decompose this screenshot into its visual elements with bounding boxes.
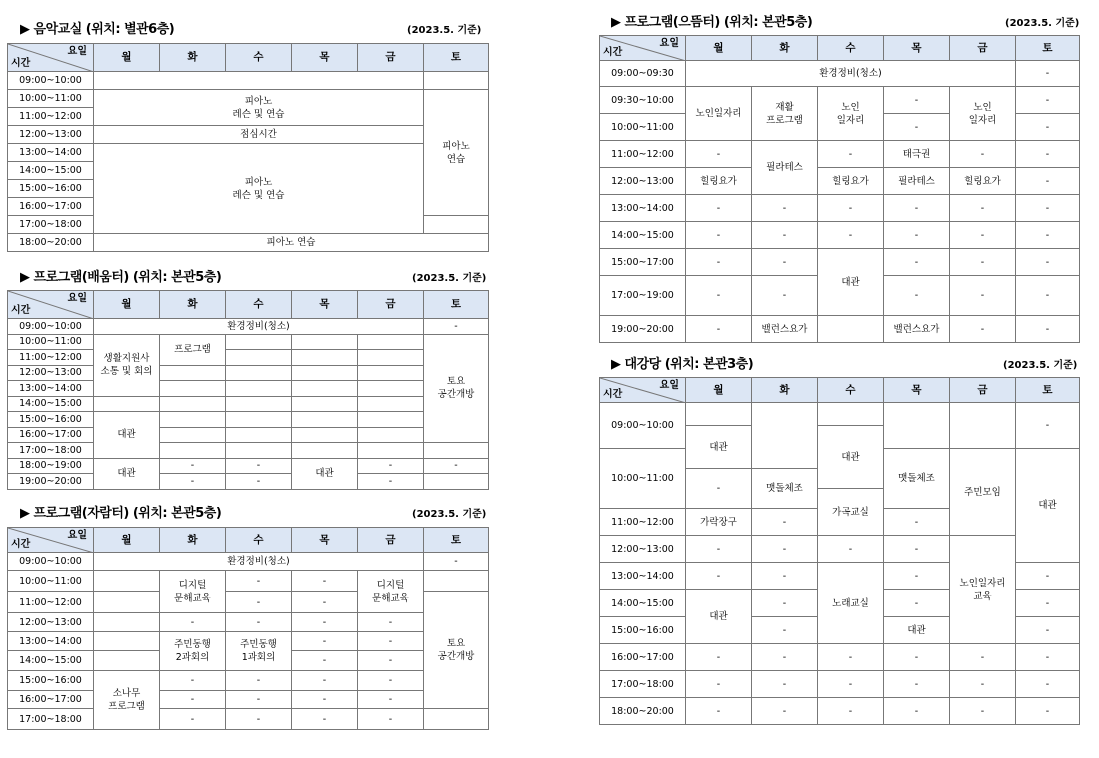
dash-cell: - bbox=[1016, 403, 1080, 449]
day-header: 화 bbox=[752, 36, 818, 61]
time-cell: 16:00~17:00 bbox=[8, 427, 94, 443]
empty-cell bbox=[94, 592, 160, 613]
dash-cell: - bbox=[686, 644, 752, 671]
dash-cell: - bbox=[160, 709, 226, 730]
dash-cell: - bbox=[752, 590, 818, 617]
empty-cell bbox=[226, 381, 292, 397]
time-cell: 09:00~10:00 bbox=[600, 403, 686, 449]
music-note: (2023.5. 기준) bbox=[407, 25, 482, 36]
auditorium-note: (2023.5. 기준) bbox=[1003, 360, 1078, 371]
dash-cell: - bbox=[950, 195, 1016, 222]
schedule-cell: 태극권 bbox=[884, 141, 950, 168]
dash-cell: - bbox=[1016, 671, 1080, 698]
day-header: 수 bbox=[226, 528, 292, 553]
time-cell: 15:00~17:00 bbox=[600, 249, 686, 276]
time-cell: 15:00~16:00 bbox=[8, 180, 94, 198]
dash-cell: - bbox=[950, 141, 1016, 168]
time-cell: 14:00~15:00 bbox=[600, 222, 686, 249]
empty-cell bbox=[424, 709, 489, 730]
time-cell: 15:00~16:00 bbox=[600, 617, 686, 644]
schedule-cell: 프로그램 bbox=[160, 334, 226, 365]
day-header: 월 bbox=[686, 36, 752, 61]
empty-cell bbox=[424, 571, 489, 592]
dash-cell: - bbox=[752, 195, 818, 222]
empty-cell bbox=[292, 350, 358, 366]
jaramter-title: ▶ 프로그램(자람터) (위치: 본관5층) bbox=[20, 506, 222, 521]
schedule-cell: 대관 bbox=[94, 412, 160, 459]
dash-cell: - bbox=[950, 249, 1016, 276]
empty-cell bbox=[94, 72, 424, 90]
day-header: 토 bbox=[424, 528, 489, 553]
empty-cell bbox=[358, 350, 424, 366]
empty-cell bbox=[160, 365, 226, 381]
dash-cell: - bbox=[292, 592, 358, 613]
dash-cell: - bbox=[424, 458, 489, 474]
schedule-cell: 대관 bbox=[686, 590, 752, 644]
day-header: 목 bbox=[292, 44, 358, 72]
schedule-cell: 디지털 문해교육 bbox=[358, 571, 424, 613]
empty-cell bbox=[292, 365, 358, 381]
empty-cell bbox=[292, 443, 358, 459]
schedule-cell: 디지털 문해교육 bbox=[160, 571, 226, 613]
schedule-cell: 환경정비(청소) bbox=[94, 553, 424, 571]
schedule-cell: 대관 bbox=[94, 458, 160, 489]
dash-cell: - bbox=[884, 276, 950, 316]
dash-cell: - bbox=[160, 458, 226, 474]
dash-cell: - bbox=[752, 698, 818, 725]
time-cell: 11:00~12:00 bbox=[600, 509, 686, 536]
corner-cell: 요일 시간 bbox=[8, 44, 94, 72]
empty-cell bbox=[292, 381, 358, 397]
schedule-cell: 대관 bbox=[1016, 449, 1080, 563]
dash-cell: - bbox=[686, 222, 752, 249]
dash-cell: - bbox=[818, 644, 884, 671]
day-header: 토 bbox=[424, 291, 489, 319]
empty-cell bbox=[884, 403, 950, 449]
dash-cell: - bbox=[358, 632, 424, 651]
dash-cell: - bbox=[226, 671, 292, 691]
time-cell: 11:00~12:00 bbox=[8, 108, 94, 126]
dash-cell: - bbox=[686, 536, 752, 563]
schedule-cell: 주민모임 bbox=[950, 449, 1016, 536]
day-header: 금 bbox=[950, 378, 1016, 403]
empty-cell bbox=[424, 72, 489, 90]
dash-cell: - bbox=[160, 671, 226, 691]
schedule-cell: 노인 일자리 bbox=[950, 87, 1016, 141]
time-cell: 19:00~20:00 bbox=[8, 474, 94, 490]
empty-cell bbox=[292, 412, 358, 428]
schedule-cell: 필라테스 bbox=[884, 168, 950, 195]
time-cell: 17:00~18:00 bbox=[600, 671, 686, 698]
empty-cell bbox=[160, 427, 226, 443]
time-cell: 16:00~17:00 bbox=[8, 691, 94, 709]
jaramter-note: (2023.5. 기준) bbox=[412, 509, 487, 520]
time-cell: 12:00~13:00 bbox=[8, 613, 94, 632]
time-cell: 09:00~10:00 bbox=[8, 72, 94, 90]
schedule-cell: 피아노 연습 bbox=[94, 234, 489, 252]
time-cell: 18:00~20:00 bbox=[600, 698, 686, 725]
dash-cell: - bbox=[292, 671, 358, 691]
dash-cell: - bbox=[884, 536, 950, 563]
dash-cell: - bbox=[160, 474, 226, 490]
dash-cell: - bbox=[752, 536, 818, 563]
dash-cell: - bbox=[752, 276, 818, 316]
schedule-cell: 점심시간 bbox=[94, 126, 424, 144]
schedule-cell: 힐링요가 bbox=[950, 168, 1016, 195]
dash-cell: - bbox=[752, 563, 818, 590]
time-cell: 13:00~14:00 bbox=[8, 381, 94, 397]
day-header: 월 bbox=[686, 378, 752, 403]
dash-cell: - bbox=[884, 698, 950, 725]
dash-cell: - bbox=[1016, 61, 1080, 87]
corner-cell: 요일 시간 bbox=[600, 36, 686, 61]
schedule-cell: 대관 bbox=[884, 617, 950, 644]
music-title: ▶ 음악교실 (위치: 별관6층) bbox=[20, 22, 175, 37]
dash-cell: - bbox=[292, 709, 358, 730]
time-cell: 12:00~13:00 bbox=[600, 536, 686, 563]
dash-cell: - bbox=[292, 691, 358, 709]
dash-cell: - bbox=[950, 222, 1016, 249]
empty-cell bbox=[818, 403, 884, 426]
dash-cell: - bbox=[686, 671, 752, 698]
dash-cell: - bbox=[884, 509, 950, 536]
empty-cell bbox=[358, 443, 424, 459]
schedule-cell: 대관 bbox=[686, 426, 752, 469]
empty-cell bbox=[94, 613, 160, 632]
schedule-cell: 노인 일자리 bbox=[818, 87, 884, 141]
schedule-cell: 노래교실 bbox=[818, 563, 884, 644]
dash-cell: - bbox=[686, 469, 752, 509]
schedule-cell: 노인일자리 bbox=[686, 87, 752, 141]
day-header: 수 bbox=[226, 291, 292, 319]
empty-cell bbox=[160, 443, 226, 459]
schedule-cell: 대관 bbox=[818, 426, 884, 489]
time-cell: 15:00~16:00 bbox=[8, 412, 94, 428]
dash-cell: - bbox=[1016, 698, 1080, 725]
dash-cell: - bbox=[358, 651, 424, 671]
dash-cell: - bbox=[884, 195, 950, 222]
time-cell: 12:00~13:00 bbox=[8, 365, 94, 381]
day-header: 금 bbox=[358, 291, 424, 319]
dash-cell: - bbox=[226, 691, 292, 709]
empty-cell bbox=[950, 403, 1016, 449]
dash-cell: - bbox=[884, 590, 950, 617]
dash-cell: - bbox=[160, 613, 226, 632]
schedule-cell: 가락장구 bbox=[686, 509, 752, 536]
jaramter-table bbox=[7, 527, 489, 730]
time-cell: 16:00~17:00 bbox=[8, 198, 94, 216]
empty-cell bbox=[424, 474, 489, 490]
dash-cell: - bbox=[818, 222, 884, 249]
schedule-cell: 생활지원사 소통 및 회의 bbox=[94, 334, 160, 396]
schedule-cell: 환경정비(청소) bbox=[686, 61, 1016, 87]
schedule-cell: 가곡교실 bbox=[818, 489, 884, 536]
day-header: 목 bbox=[292, 291, 358, 319]
empty-cell bbox=[226, 334, 292, 350]
empty-cell bbox=[292, 334, 358, 350]
baeumter-table bbox=[7, 290, 489, 490]
dash-cell: - bbox=[1016, 222, 1080, 249]
schedule-cell: 힐링요가 bbox=[686, 168, 752, 195]
dash-cell: - bbox=[950, 698, 1016, 725]
eutteumter-note: (2023.5. 기준) bbox=[1005, 18, 1080, 29]
empty-cell bbox=[226, 350, 292, 366]
time-cell: 18:00~20:00 bbox=[8, 234, 94, 252]
empty-cell bbox=[160, 381, 226, 397]
dash-cell: - bbox=[884, 87, 950, 114]
schedule-cell: 피아노 레슨 및 연습 bbox=[94, 90, 424, 126]
dash-cell: - bbox=[1016, 563, 1080, 590]
dash-cell: - bbox=[950, 671, 1016, 698]
time-cell: 11:00~12:00 bbox=[600, 141, 686, 168]
dash-cell: - bbox=[226, 571, 292, 592]
dash-cell: - bbox=[1016, 276, 1080, 316]
corner-cell: 요일 시간 bbox=[8, 528, 94, 553]
time-cell: 12:00~13:00 bbox=[8, 126, 94, 144]
dash-cell: - bbox=[686, 698, 752, 725]
empty-cell bbox=[424, 443, 489, 459]
time-cell: 18:00~19:00 bbox=[8, 458, 94, 474]
day-header: 토 bbox=[1016, 378, 1080, 403]
empty-cell bbox=[226, 412, 292, 428]
dash-cell: - bbox=[884, 671, 950, 698]
time-cell: 14:00~15:00 bbox=[600, 590, 686, 617]
day-header: 화 bbox=[160, 44, 226, 72]
time-cell: 13:00~14:00 bbox=[600, 563, 686, 590]
time-cell: 11:00~12:00 bbox=[8, 350, 94, 366]
dash-cell: - bbox=[1016, 617, 1080, 644]
dash-cell: - bbox=[358, 709, 424, 730]
day-header: 목 bbox=[884, 378, 950, 403]
dash-cell: - bbox=[226, 613, 292, 632]
dash-cell: - bbox=[884, 114, 950, 141]
day-header: 월 bbox=[94, 528, 160, 553]
baeumter-title: ▶ 프로그램(배움터) (위치: 본관5층) bbox=[20, 270, 222, 285]
schedule-cell: 소나무 프로그램 bbox=[94, 671, 160, 730]
day-header: 금 bbox=[950, 36, 1016, 61]
dash-cell: - bbox=[686, 316, 752, 343]
schedule-cell: 필라테스 bbox=[752, 141, 818, 195]
dash-cell: - bbox=[752, 222, 818, 249]
time-cell: 09:00~10:00 bbox=[8, 319, 94, 335]
empty-cell bbox=[226, 443, 292, 459]
dash-cell: - bbox=[1016, 590, 1080, 617]
time-cell: 13:00~14:00 bbox=[8, 144, 94, 162]
time-cell: 17:00~18:00 bbox=[8, 216, 94, 234]
music-table bbox=[7, 43, 489, 252]
dash-cell: - bbox=[358, 671, 424, 691]
time-cell: 15:00~16:00 bbox=[8, 671, 94, 691]
schedule-cell: 밸런스요가 bbox=[752, 316, 818, 343]
day-header: 토 bbox=[424, 44, 489, 72]
time-cell: 10:00~11:00 bbox=[8, 571, 94, 592]
dash-cell: - bbox=[752, 671, 818, 698]
empty-cell bbox=[358, 381, 424, 397]
day-header: 수 bbox=[226, 44, 292, 72]
empty-cell bbox=[358, 396, 424, 412]
schedule-cell: 밸런스요가 bbox=[884, 316, 950, 343]
empty-cell bbox=[358, 334, 424, 350]
empty-cell bbox=[160, 412, 226, 428]
dash-cell: - bbox=[226, 709, 292, 730]
dash-cell: - bbox=[686, 563, 752, 590]
schedule-cell: 힐링요가 bbox=[818, 168, 884, 195]
day-header: 목 bbox=[884, 36, 950, 61]
dash-cell: - bbox=[1016, 141, 1080, 168]
dash-cell: - bbox=[226, 592, 292, 613]
dash-cell: - bbox=[1016, 168, 1080, 195]
dash-cell: - bbox=[226, 458, 292, 474]
time-cell: 14:00~15:00 bbox=[8, 162, 94, 180]
dash-cell: - bbox=[752, 249, 818, 276]
auditorium-table bbox=[599, 377, 1080, 725]
time-cell: 17:00~18:00 bbox=[8, 443, 94, 459]
schedule-cell: 재활 프로그램 bbox=[752, 87, 818, 141]
schedule-cell: 주민동행 1과회의 bbox=[226, 632, 292, 671]
dash-cell: - bbox=[1016, 249, 1080, 276]
dash-cell: - bbox=[884, 563, 950, 590]
dash-cell: - bbox=[950, 644, 1016, 671]
dash-cell: - bbox=[752, 644, 818, 671]
day-header: 금 bbox=[358, 44, 424, 72]
dash-cell: - bbox=[818, 536, 884, 563]
empty-cell bbox=[358, 412, 424, 428]
day-header: 화 bbox=[752, 378, 818, 403]
empty-cell bbox=[752, 403, 818, 469]
dash-cell: - bbox=[424, 553, 489, 571]
dash-cell: - bbox=[884, 222, 950, 249]
dash-cell: - bbox=[884, 644, 950, 671]
dash-cell: - bbox=[292, 632, 358, 651]
day-header: 수 bbox=[818, 36, 884, 61]
empty-cell bbox=[94, 632, 160, 651]
dash-cell: - bbox=[818, 141, 884, 168]
empty-cell bbox=[424, 216, 489, 234]
time-cell: 16:00~17:00 bbox=[600, 644, 686, 671]
corner-cell: 요일 시간 bbox=[8, 291, 94, 319]
day-header: 토 bbox=[1016, 36, 1080, 61]
empty-cell bbox=[292, 396, 358, 412]
baeumter-note: (2023.5. 기준) bbox=[412, 273, 487, 284]
schedule-cell: 피아노 연습 bbox=[424, 90, 489, 216]
eutteumter-title: ▶ 프로그램(으뜸터) (위치: 본관5층) bbox=[611, 15, 813, 30]
schedule-cell: 토요 공간개방 bbox=[424, 334, 489, 443]
dash-cell: - bbox=[358, 691, 424, 709]
time-cell: 13:00~14:00 bbox=[8, 632, 94, 651]
dash-cell: - bbox=[818, 698, 884, 725]
dash-cell: - bbox=[818, 195, 884, 222]
time-cell: 17:00~18:00 bbox=[8, 709, 94, 730]
empty-cell bbox=[226, 427, 292, 443]
dash-cell: - bbox=[358, 458, 424, 474]
time-cell: 09:30~10:00 bbox=[600, 87, 686, 114]
day-header: 수 bbox=[818, 378, 884, 403]
dash-cell: - bbox=[1016, 195, 1080, 222]
empty-cell bbox=[94, 396, 160, 412]
dash-cell: - bbox=[950, 316, 1016, 343]
empty-cell bbox=[226, 365, 292, 381]
time-cell: 14:00~15:00 bbox=[8, 396, 94, 412]
dash-cell: - bbox=[1016, 316, 1080, 343]
dash-cell: - bbox=[818, 671, 884, 698]
dash-cell: - bbox=[884, 249, 950, 276]
dash-cell: - bbox=[752, 509, 818, 536]
schedule-cell: 환경정비(청소) bbox=[94, 319, 424, 335]
empty-cell bbox=[358, 427, 424, 443]
empty-cell bbox=[818, 316, 884, 343]
day-header: 월 bbox=[94, 44, 160, 72]
dash-cell: - bbox=[686, 249, 752, 276]
time-cell: 11:00~12:00 bbox=[8, 592, 94, 613]
dash-cell: - bbox=[292, 651, 358, 671]
day-header: 화 bbox=[160, 291, 226, 319]
day-header: 월 bbox=[94, 291, 160, 319]
time-cell: 10:00~11:00 bbox=[600, 449, 686, 509]
time-cell: 09:00~10:00 bbox=[8, 553, 94, 571]
schedule-cell: 맷돌체조 bbox=[752, 469, 818, 509]
dash-cell: - bbox=[292, 571, 358, 592]
time-cell: 13:00~14:00 bbox=[600, 195, 686, 222]
dash-cell: - bbox=[752, 617, 818, 644]
time-cell: 09:00~09:30 bbox=[600, 61, 686, 87]
time-cell: 12:00~13:00 bbox=[600, 168, 686, 195]
corner-cell: 요일 시간 bbox=[600, 378, 686, 403]
dash-cell: - bbox=[686, 141, 752, 168]
empty-cell bbox=[226, 396, 292, 412]
empty-cell bbox=[94, 651, 160, 671]
empty-cell bbox=[292, 427, 358, 443]
day-header: 금 bbox=[358, 528, 424, 553]
dash-cell: - bbox=[686, 276, 752, 316]
empty-cell bbox=[358, 365, 424, 381]
empty-cell bbox=[686, 403, 752, 426]
time-cell: 19:00~20:00 bbox=[600, 316, 686, 343]
dash-cell: - bbox=[160, 691, 226, 709]
schedule-cell: 대관 bbox=[292, 458, 358, 489]
auditorium-title: ▶ 대강당 (위치: 본관3층) bbox=[611, 357, 754, 372]
empty-cell bbox=[160, 396, 226, 412]
schedule-cell: 맷돌체조 bbox=[884, 449, 950, 509]
day-header: 목 bbox=[292, 528, 358, 553]
empty-cell bbox=[94, 571, 160, 592]
time-cell: 10:00~11:00 bbox=[8, 90, 94, 108]
time-cell: 17:00~19:00 bbox=[600, 276, 686, 316]
dash-cell: - bbox=[358, 474, 424, 490]
time-cell: 14:00~15:00 bbox=[8, 651, 94, 671]
eutteumter-table bbox=[599, 35, 1080, 343]
time-cell: 10:00~11:00 bbox=[600, 114, 686, 141]
schedule-cell: 노인일자리 교육 bbox=[950, 536, 1016, 644]
dash-cell: - bbox=[1016, 87, 1080, 114]
schedule-cell: 주민동행 2과회의 bbox=[160, 632, 226, 671]
time-cell: 10:00~11:00 bbox=[8, 334, 94, 350]
dash-cell: - bbox=[292, 613, 358, 632]
dash-cell: - bbox=[686, 195, 752, 222]
dash-cell: - bbox=[950, 276, 1016, 316]
dash-cell: - bbox=[1016, 114, 1080, 141]
dash-cell: - bbox=[1016, 644, 1080, 671]
schedule-cell: 대관 bbox=[818, 249, 884, 316]
dash-cell: - bbox=[424, 319, 489, 335]
schedule-cell: 토요 공간개방 bbox=[424, 592, 489, 709]
dash-cell: - bbox=[226, 474, 292, 490]
day-header: 화 bbox=[160, 528, 226, 553]
dash-cell: - bbox=[358, 613, 424, 632]
schedule-cell: 피아노 레슨 및 연습 bbox=[94, 144, 424, 234]
